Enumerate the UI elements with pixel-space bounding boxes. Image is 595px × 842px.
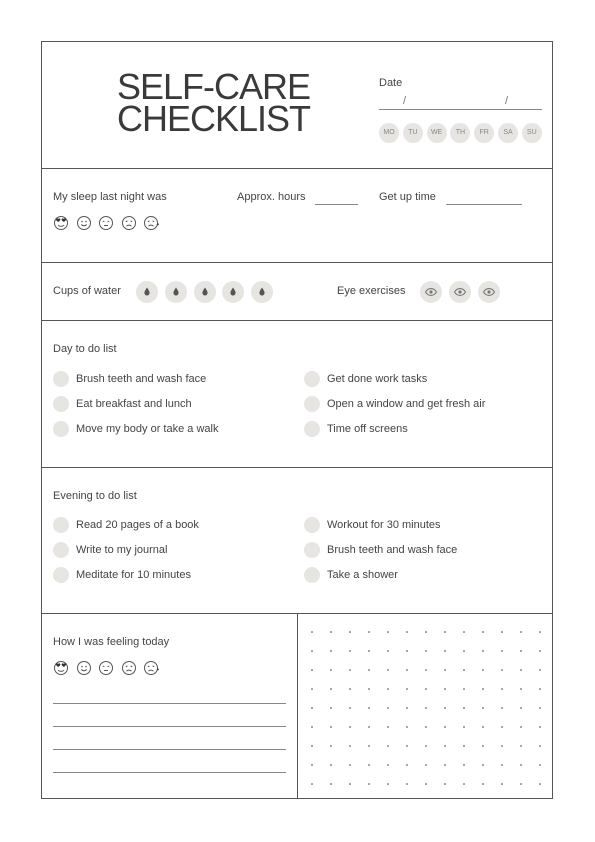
grid-dot: [539, 726, 541, 728]
grid-dot: [501, 650, 503, 652]
grid-dot: [330, 745, 332, 747]
grid-dot: [463, 764, 465, 766]
grid-dot: [406, 707, 408, 709]
grid-dot: [444, 783, 446, 785]
crying-face-icon[interactable]: [143, 660, 159, 676]
hours-field[interactable]: [315, 204, 358, 205]
grid-dot: [368, 707, 370, 709]
grid-dot: [387, 707, 389, 709]
grid-dot: [387, 726, 389, 728]
grid-dot: [463, 669, 465, 671]
grid-dot: [425, 707, 427, 709]
grid-dot: [368, 688, 370, 690]
grid-dot: [501, 764, 503, 766]
dot-grid-notes[interactable]: [298, 614, 552, 798]
water-section: [42, 262, 552, 321]
grid-dot: [311, 783, 313, 785]
grid-dot: [482, 631, 484, 633]
getup-label: Get up time: [379, 191, 436, 203]
grid-dot: [425, 650, 427, 652]
grid-dot: [444, 650, 446, 652]
grid-dot: [387, 669, 389, 671]
grid-dot: [520, 764, 522, 766]
journal-line[interactable]: [53, 726, 286, 727]
grid-dot: [463, 783, 465, 785]
grid-dot: [349, 783, 351, 785]
todo-checkbox[interactable]: [53, 371, 69, 387]
sleep-mood-selector: [53, 215, 173, 233]
grid-dot: [368, 650, 370, 652]
grid-dot: [520, 650, 522, 652]
todo-item-label: Read 20 pages of a book: [76, 519, 199, 531]
grid-dot: [463, 726, 465, 728]
weekday-mo[interactable]: MO: [379, 123, 399, 143]
day-todo-title: Day to do list: [53, 343, 117, 355]
love-face-icon[interactable]: [53, 215, 69, 231]
grid-dot: [387, 745, 389, 747]
grid-dot: [539, 783, 541, 785]
todo-checkbox[interactable]: [53, 542, 69, 558]
neutral-face-icon[interactable]: [98, 660, 114, 676]
grid-dot: [330, 650, 332, 652]
sleep-label: My sleep last night was: [53, 191, 167, 203]
todo-item-label: Time off screens: [327, 423, 408, 435]
date-label: Date: [379, 77, 403, 89]
grid-dot: [444, 707, 446, 709]
grid-dot: [330, 726, 332, 728]
grid-dot: [444, 745, 446, 747]
grid-dot: [387, 650, 389, 652]
grid-dot: [349, 707, 351, 709]
grid-dot: [387, 783, 389, 785]
grid-dot: [311, 726, 313, 728]
neutral-face-icon[interactable]: [98, 215, 114, 231]
todo-checkbox[interactable]: [304, 517, 320, 533]
grid-dot: [425, 764, 427, 766]
todo-item-label: Open a window and get fresh air: [327, 398, 486, 410]
weekday-tu[interactable]: TU: [403, 123, 423, 143]
title-line-1: SELF-CARE: [117, 66, 311, 107]
grid-dot: [368, 669, 370, 671]
todo-checkbox[interactable]: [53, 517, 69, 533]
todo-checkbox[interactable]: [304, 371, 320, 387]
grid-dot: [482, 745, 484, 747]
grid-dot: [406, 764, 408, 766]
grid-dot: [501, 726, 503, 728]
grid-dot: [311, 707, 313, 709]
grid-dot: [349, 688, 351, 690]
smile-face-icon[interactable]: [76, 660, 92, 676]
grid-dot: [482, 650, 484, 652]
todo-checkbox[interactable]: [304, 421, 320, 437]
todo-item-label: Get done work tasks: [327, 373, 428, 385]
grid-dot: [425, 783, 427, 785]
grid-dot: [501, 669, 503, 671]
grid-dot: [368, 726, 370, 728]
todo-checkbox[interactable]: [304, 567, 320, 583]
todo-item-label: Workout for 30 minutes: [327, 519, 441, 531]
grid-dot: [463, 631, 465, 633]
grid-dot: [406, 631, 408, 633]
weekday-selector: [379, 123, 549, 145]
grid-dot: [330, 783, 332, 785]
grid-dot: [387, 764, 389, 766]
weekday-we[interactable]: WE: [427, 123, 447, 143]
sleep-section: [42, 168, 552, 263]
journal-line[interactable]: [53, 749, 286, 750]
todo-item-label: Eat breakfast and lunch: [76, 398, 192, 410]
grid-dot: [311, 650, 313, 652]
grid-dot: [539, 707, 541, 709]
weekday-th[interactable]: TH: [450, 123, 470, 143]
grid-dot: [501, 745, 503, 747]
grid-dot: [387, 688, 389, 690]
grid-dot: [463, 650, 465, 652]
eye-icon[interactable]: [449, 281, 471, 303]
grid-dot: [349, 764, 351, 766]
journal-line[interactable]: [53, 703, 286, 704]
evening-todo-section: [42, 467, 552, 614]
grid-dot: [349, 650, 351, 652]
grid-dot: [539, 688, 541, 690]
grid-dot: [349, 631, 351, 633]
grid-dot: [539, 745, 541, 747]
todo-item-label: Meditate for 10 minutes: [76, 569, 191, 581]
grid-dot: [387, 631, 389, 633]
grid-dot: [520, 783, 522, 785]
grid-dot: [501, 688, 503, 690]
grid-dot: [349, 669, 351, 671]
water-label: Cups of water: [53, 285, 121, 297]
weekday-fr[interactable]: FR: [474, 123, 494, 143]
sad-face-icon[interactable]: [121, 660, 137, 676]
grid-dot: [444, 669, 446, 671]
grid-dot: [330, 688, 332, 690]
todo-item-label: Take a shower: [327, 569, 398, 581]
todo-item-label: Move my body or take a walk: [76, 423, 219, 435]
todo-checkbox[interactable]: [304, 396, 320, 412]
grid-dot: [406, 726, 408, 728]
grid-dot: [482, 688, 484, 690]
water-drop-icon[interactable]: [251, 281, 273, 303]
grid-dot: [501, 707, 503, 709]
journal-line[interactable]: [53, 772, 286, 773]
grid-dot: [425, 688, 427, 690]
water-drop-icon[interactable]: [136, 281, 158, 303]
grid-dot: [463, 707, 465, 709]
grid-dot: [482, 707, 484, 709]
page-title: [117, 66, 311, 139]
sad-face-icon[interactable]: [121, 215, 137, 231]
grid-dot: [311, 764, 313, 766]
grid-dot: [520, 726, 522, 728]
weekday-su[interactable]: SU: [522, 123, 542, 143]
feeling-label: How I was feeling today: [53, 636, 170, 648]
eye-label: Eye exercises: [337, 285, 406, 297]
title-line-2: CHECKLIST: [117, 98, 311, 139]
grid-dot: [330, 707, 332, 709]
grid-dot: [539, 669, 541, 671]
todo-item-label: Brush teeth and wash face: [76, 373, 207, 385]
grid-dot: [368, 783, 370, 785]
grid-dot: [539, 650, 541, 652]
grid-dot: [406, 650, 408, 652]
grid-dot: [444, 726, 446, 728]
todo-checkbox[interactable]: [304, 542, 320, 558]
grid-dot: [482, 764, 484, 766]
grid-dot: [539, 764, 541, 766]
date-field[interactable]: [379, 109, 542, 110]
day-todo-section: [42, 320, 552, 468]
grid-dot: [368, 631, 370, 633]
eye-icon[interactable]: [478, 281, 500, 303]
grid-dot: [425, 726, 427, 728]
grid-dot: [311, 631, 313, 633]
grid-dot: [406, 688, 408, 690]
grid-dot: [501, 631, 503, 633]
grid-dot: [330, 764, 332, 766]
crying-face-icon[interactable]: [143, 215, 159, 231]
grid-dot: [406, 783, 408, 785]
todo-checkbox[interactable]: [53, 567, 69, 583]
grid-dot: [501, 783, 503, 785]
grid-dot: [482, 726, 484, 728]
checklist-sheet: [41, 41, 553, 799]
evening-todo-title: Evening to do list: [53, 490, 137, 502]
grid-dot: [311, 669, 313, 671]
grid-dot: [520, 669, 522, 671]
grid-dot: [463, 745, 465, 747]
grid-dot: [311, 688, 313, 690]
grid-dot: [463, 688, 465, 690]
grid-dot: [425, 669, 427, 671]
weekday-sa[interactable]: SA: [498, 123, 518, 143]
grid-dot: [330, 631, 332, 633]
water-drop-icon[interactable]: [165, 281, 187, 303]
feeling-mood-selector: [53, 660, 173, 678]
water-drop-icon[interactable]: [194, 281, 216, 303]
eye-exercises: [420, 281, 510, 303]
grid-dot: [425, 631, 427, 633]
grid-dot: [444, 688, 446, 690]
grid-dot: [406, 669, 408, 671]
getup-field[interactable]: [446, 204, 522, 205]
grid-dot: [349, 726, 351, 728]
date-separator-1: /: [403, 95, 407, 107]
love-face-icon[interactable]: [53, 660, 69, 676]
todo-item-label: Write to my journal: [76, 544, 168, 556]
grid-dot: [311, 745, 313, 747]
grid-dot: [349, 745, 351, 747]
grid-dot: [368, 764, 370, 766]
grid-dot: [482, 669, 484, 671]
eye-icon[interactable]: [420, 281, 442, 303]
todo-checkbox[interactable]: [53, 421, 69, 437]
date-separator-2: /: [505, 95, 509, 107]
grid-dot: [520, 688, 522, 690]
grid-dot: [444, 764, 446, 766]
smile-face-icon[interactable]: [76, 215, 92, 231]
todo-item-label: Brush teeth and wash face: [327, 544, 458, 556]
grid-dot: [330, 669, 332, 671]
grid-dot: [444, 631, 446, 633]
water-drop-icon[interactable]: [222, 281, 244, 303]
grid-dot: [520, 631, 522, 633]
grid-dot: [520, 707, 522, 709]
grid-dot: [520, 745, 522, 747]
water-cups: [136, 281, 286, 303]
todo-checkbox[interactable]: [53, 396, 69, 412]
hours-label: Approx. hours: [237, 191, 306, 203]
grid-dot: [406, 745, 408, 747]
grid-dot: [368, 745, 370, 747]
grid-dot: [425, 745, 427, 747]
grid-dot: [539, 631, 541, 633]
grid-dot: [482, 783, 484, 785]
